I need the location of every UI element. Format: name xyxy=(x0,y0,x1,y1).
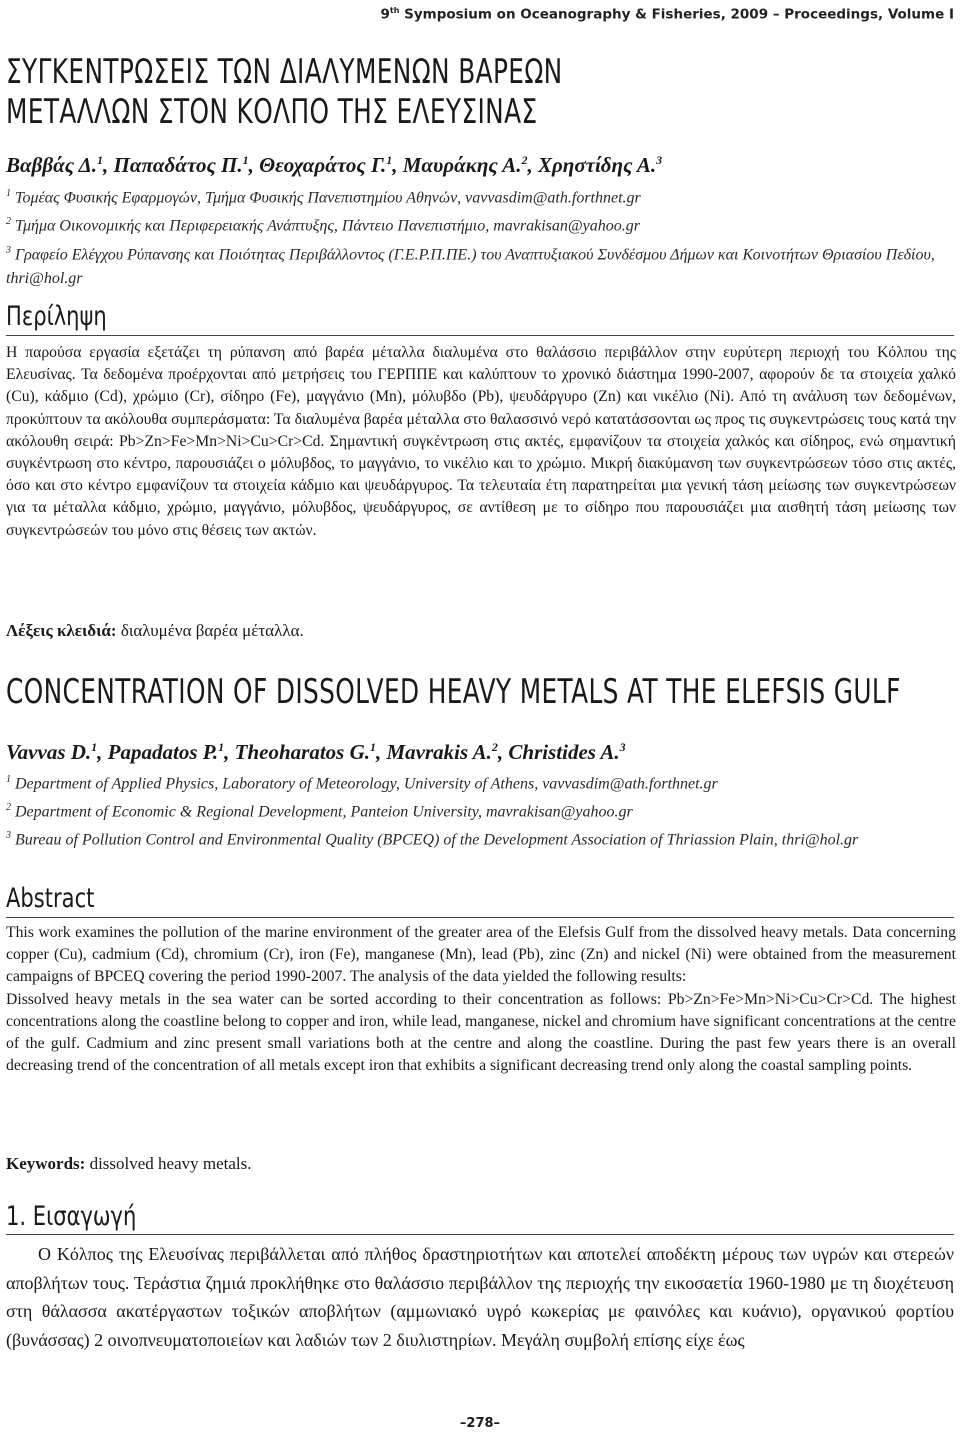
affiliation xyxy=(6,210,956,238)
affiliation-sup: 2 xyxy=(6,801,11,813)
greek-affiliations xyxy=(6,182,956,291)
author-sup: 2 xyxy=(491,740,498,754)
affiliation xyxy=(6,182,956,210)
section-divider xyxy=(6,917,954,918)
keywords-label: Keywords: xyxy=(6,1154,86,1173)
english-authors: Vavvas D.$^1$, Papadatos P.$^1$, Theoharatos G.$^1$, Mavrakis A.$^2$, Christides A.$^3$ xyxy=(6,740,626,764)
affiliation-text: Τομέας Φυσικής Εφαρμογών, Τμήμα Φυσικής Πανεπιστημίου Αθηνών, vavvasdim@ath.forthnet.gr xyxy=(15,189,641,207)
author-name: Theoharatos G. xyxy=(234,740,370,764)
author-sup: 1 xyxy=(91,740,98,754)
affiliation-sup: 3 xyxy=(6,244,11,256)
greek-keywords xyxy=(6,621,956,641)
intro-heading: 1. Εισαγωγή xyxy=(6,1201,137,1232)
author-sup: 1 xyxy=(242,153,249,167)
english-abstract xyxy=(6,922,956,1077)
affiliation-text: Τμήμα Οικονομικής και Περιφερειακής Ανάπτυξης, Πάντειο Πανεπιστήμιο, mavrakisan@yahoo.gr xyxy=(15,217,640,235)
affiliation-sup: 1 xyxy=(6,188,11,199)
greek-abstract-heading: Περίληψη xyxy=(6,301,107,332)
intro-text: Ο Κόλπος της Ελευσίνας περιβάλλεται από πλήθος δραστηριοτήτων και αποτελεί αποδέκτη μέρους των υγρών και στερεών αποβλήτων τους. Τεράστια ζημιά προκλήθηκε στο θαλάσσιο περιβάλλον της περιοχής την εικοσαετία 1960-1980 με τη διοχέτευση στη θάλασσα ακατέργαστων τοξικών αποβλήτων (αμμωνιακό υγρό κωκερίας με φαινόλες και κυάνιο), οργανικού φορτίου (βυνάσσας) 2 οινοπνευματοποιείων και λαδιών των 2 διυλιστηρίων. Μεγάλη συμβολή επίσης είχε έως xyxy=(6,1244,954,1350)
section-divider xyxy=(6,1234,954,1235)
keywords-text: dissolved heavy metals. xyxy=(85,1154,252,1173)
keywords-label: Λέξεις κλειδιά: xyxy=(6,621,117,640)
greek-title-line1: ΣΥΓΚΕΝΤΡΩΣΕΙΣ ΤΩΝ ΔΙΑΛΥΜΕΝΩΝ ΒΑΡΕΩΝ xyxy=(6,52,563,92)
intro-paragraph xyxy=(6,1240,954,1354)
running-header-sup: th xyxy=(389,6,400,15)
page-number: –278– xyxy=(459,1416,501,1431)
author-sup: 2 xyxy=(521,153,528,167)
english-abstract-p1: This work examines the pollution of the marine environment of the greater area of the Elefsis Gulf from the dissolved heavy metals. Data concerning copper (Cu), cadmium (Cd), chromium (Cr), iron (Fe), manganese (Mn), lead (Pb), zinc (Zn) and nickel (Ni) were obtained from the measurement campaigns of BPCEQ covering the period 1990-2007. The analysis of the data yielded the following results: xyxy=(6,924,956,986)
author-sup: 1 xyxy=(218,740,225,754)
author-name: Papadatos P. xyxy=(107,740,219,764)
author-name: Mavrakis A. xyxy=(386,740,492,764)
affiliation xyxy=(6,796,956,824)
greek-title xyxy=(6,52,692,132)
author-name: Christides A. xyxy=(508,740,620,764)
author-name: Παπαδάτος Π. xyxy=(113,153,243,177)
greek-authors: Βαββάς Δ.$^1$, Παπαδάτος Π.$^1$, Θεοχαράτος Γ.$^1$, Μαυράκης Α.$^2$, Χρηστίδης Α.$^3$ xyxy=(6,153,663,177)
author-sup: 1 xyxy=(97,153,104,167)
running-header-number: 9 xyxy=(380,6,390,23)
author-name: Vavvas D. xyxy=(6,740,92,764)
english-abstract-p2: Dissolved heavy metals in the sea water can be sorted according to their concentration as follows: Pb>Zn>Fe>Mn>Ni>Cu>Cr>Cd. The highest concentrations along the coastline belong to copper and iron, while lead, manganese, nickel and chromium have significant concentrations at the centre of the gulf. Cadmium and zinc present small variations both at the centre and along the coastline. During the past few years there is an overall decreasing trend of the concentration of all metals except iron that exhibits a significant decreasing trend only along the coastal sampling points. xyxy=(6,990,956,1075)
section-divider xyxy=(6,335,954,336)
affiliation-text: Department of Applied Physics, Laboratory of Meteorology, University of Athens, vavvasdim@ath.forthnet.gr xyxy=(15,775,718,793)
author-name: Θεοχαράτος Γ. xyxy=(259,153,387,177)
author-name: Μαυράκης Α. xyxy=(402,153,522,177)
author-sup: 1 xyxy=(370,740,376,754)
affiliation-text: Γραφείο Ελέγχου Ρύπανσης και Ποιότητας Περιβάλλοντος (Γ.Ε.Ρ.Π.ΠΕ.) του Αναπτυξιακού Συνδέσμου Δήμων και Κοινοτήτων Θριασίου Πεδίου, thri@hol.gr xyxy=(6,245,935,287)
author-sup: 1 xyxy=(386,153,393,167)
running-header xyxy=(380,6,954,23)
author-name: Βαββάς Δ. xyxy=(6,153,98,177)
greek-abstract: Η παρούσα εργασία εξετάζει τη ρύπανση από βαρέα μέταλλα διαλυμένα στο θαλάσσιο περιβάλλον στην ευρύτερη περιοχή του Κόλπου της Ελευσίνας. Τα δεδομένα προέρχονται από μετρήσεις του ΓΕΡΠΠΕ και καλύπτουν το χρονικό διάστημα 1990-2007, αφορούν δε τα στοιχεία χαλκό (Cu), κάδμιο (Cd), χρώμιο (Cr), σίδηρο (Fe), μαγγάνιο (Mn), μόλυβδο (Pb), ψευδάργυρο (Zn) και νικέλιο (Ni). Από τη ανάλυση των δεδομένων, προκύπτουν τα ακόλουθα συμπεράσματα: Τα διαλυμένα βαρέα μέταλλα στο θαλασσινό νερό κατατάσσονται ως προς τις συγκεντρώσεις τους κατά την ακόλουθη σειρά: Pb>Zn>Fe>Mn>Ni>Cu>Cr>Cd. Σημαντική συγκέντρωση στις ακτές, εμφανίζουν τα στοιχεία χαλκός και σίδηρος, ενώ σημαντική συγκέντρωση στο κέντρο, παρουσιάζει ο μόλυβδος, το μαγγάνιο, το νικέλιο και το χρώμιο. Μικρή διακύμανση των συγκεντρώσεων τόσο στις ακτές, όσο και στο κέντρο εμφανίζουν τα στοιχεία κάδμιο και ψευδάργυρος. Τα τελευταία έτη παρατηρείται μια γενική τάση μείωσης των συγκεντρώσεων για τα μέταλλα κάδμιο, χρώμιο, μαγγάνιο, μόλυβδος, ψευδάργυρος, σε αντίθεση με το σίδηρο που παρουσιάζει μια αισθητή τάση μείωσης των συγκεντρώσεών του μόνο στις θέσεις των ακτών. xyxy=(6,344,956,539)
keywords-text: διαλυμένα βαρέα μέταλλα. xyxy=(116,621,304,640)
affiliation xyxy=(6,824,956,852)
running-header-text: Symposium on Oceanography & Fisheries, 2009 – Proceedings, Volume I xyxy=(399,6,954,23)
greek-title-line2: ΜΕΤΑΛΛΩΝ ΣΤΟΝ ΚΟΛΠΟ ΤΗΣ ΕΛΕΥΣΙΝΑΣ xyxy=(6,92,538,132)
english-abstract-heading: Abstract xyxy=(6,883,95,914)
author-name: Χρηστίδης Α. xyxy=(537,153,657,177)
english-keywords xyxy=(6,1154,956,1174)
author-sup: 3 xyxy=(656,153,663,167)
author-sup: 3 xyxy=(619,740,626,754)
english-affiliations xyxy=(6,768,956,851)
affiliation xyxy=(6,768,956,796)
affiliation-text: Department of Economic & Regional Development, Panteion University, mavrakisan@yahoo.gr xyxy=(15,803,633,821)
affiliation-sup: 2 xyxy=(6,216,11,228)
affiliation-sup: 1 xyxy=(6,774,11,785)
affiliation xyxy=(6,239,956,291)
affiliation-text: Bureau of Pollution Control and Environmental Quality (BPCEQ) of the Development Association of Thriassion Plain, thri@hol.gr xyxy=(15,830,859,848)
english-title: CONCENTRATION OF DISSOLVED HEAVY METALS AT THE ELEFSIS GULF xyxy=(6,672,901,712)
affiliation-sup: 3 xyxy=(6,829,11,841)
